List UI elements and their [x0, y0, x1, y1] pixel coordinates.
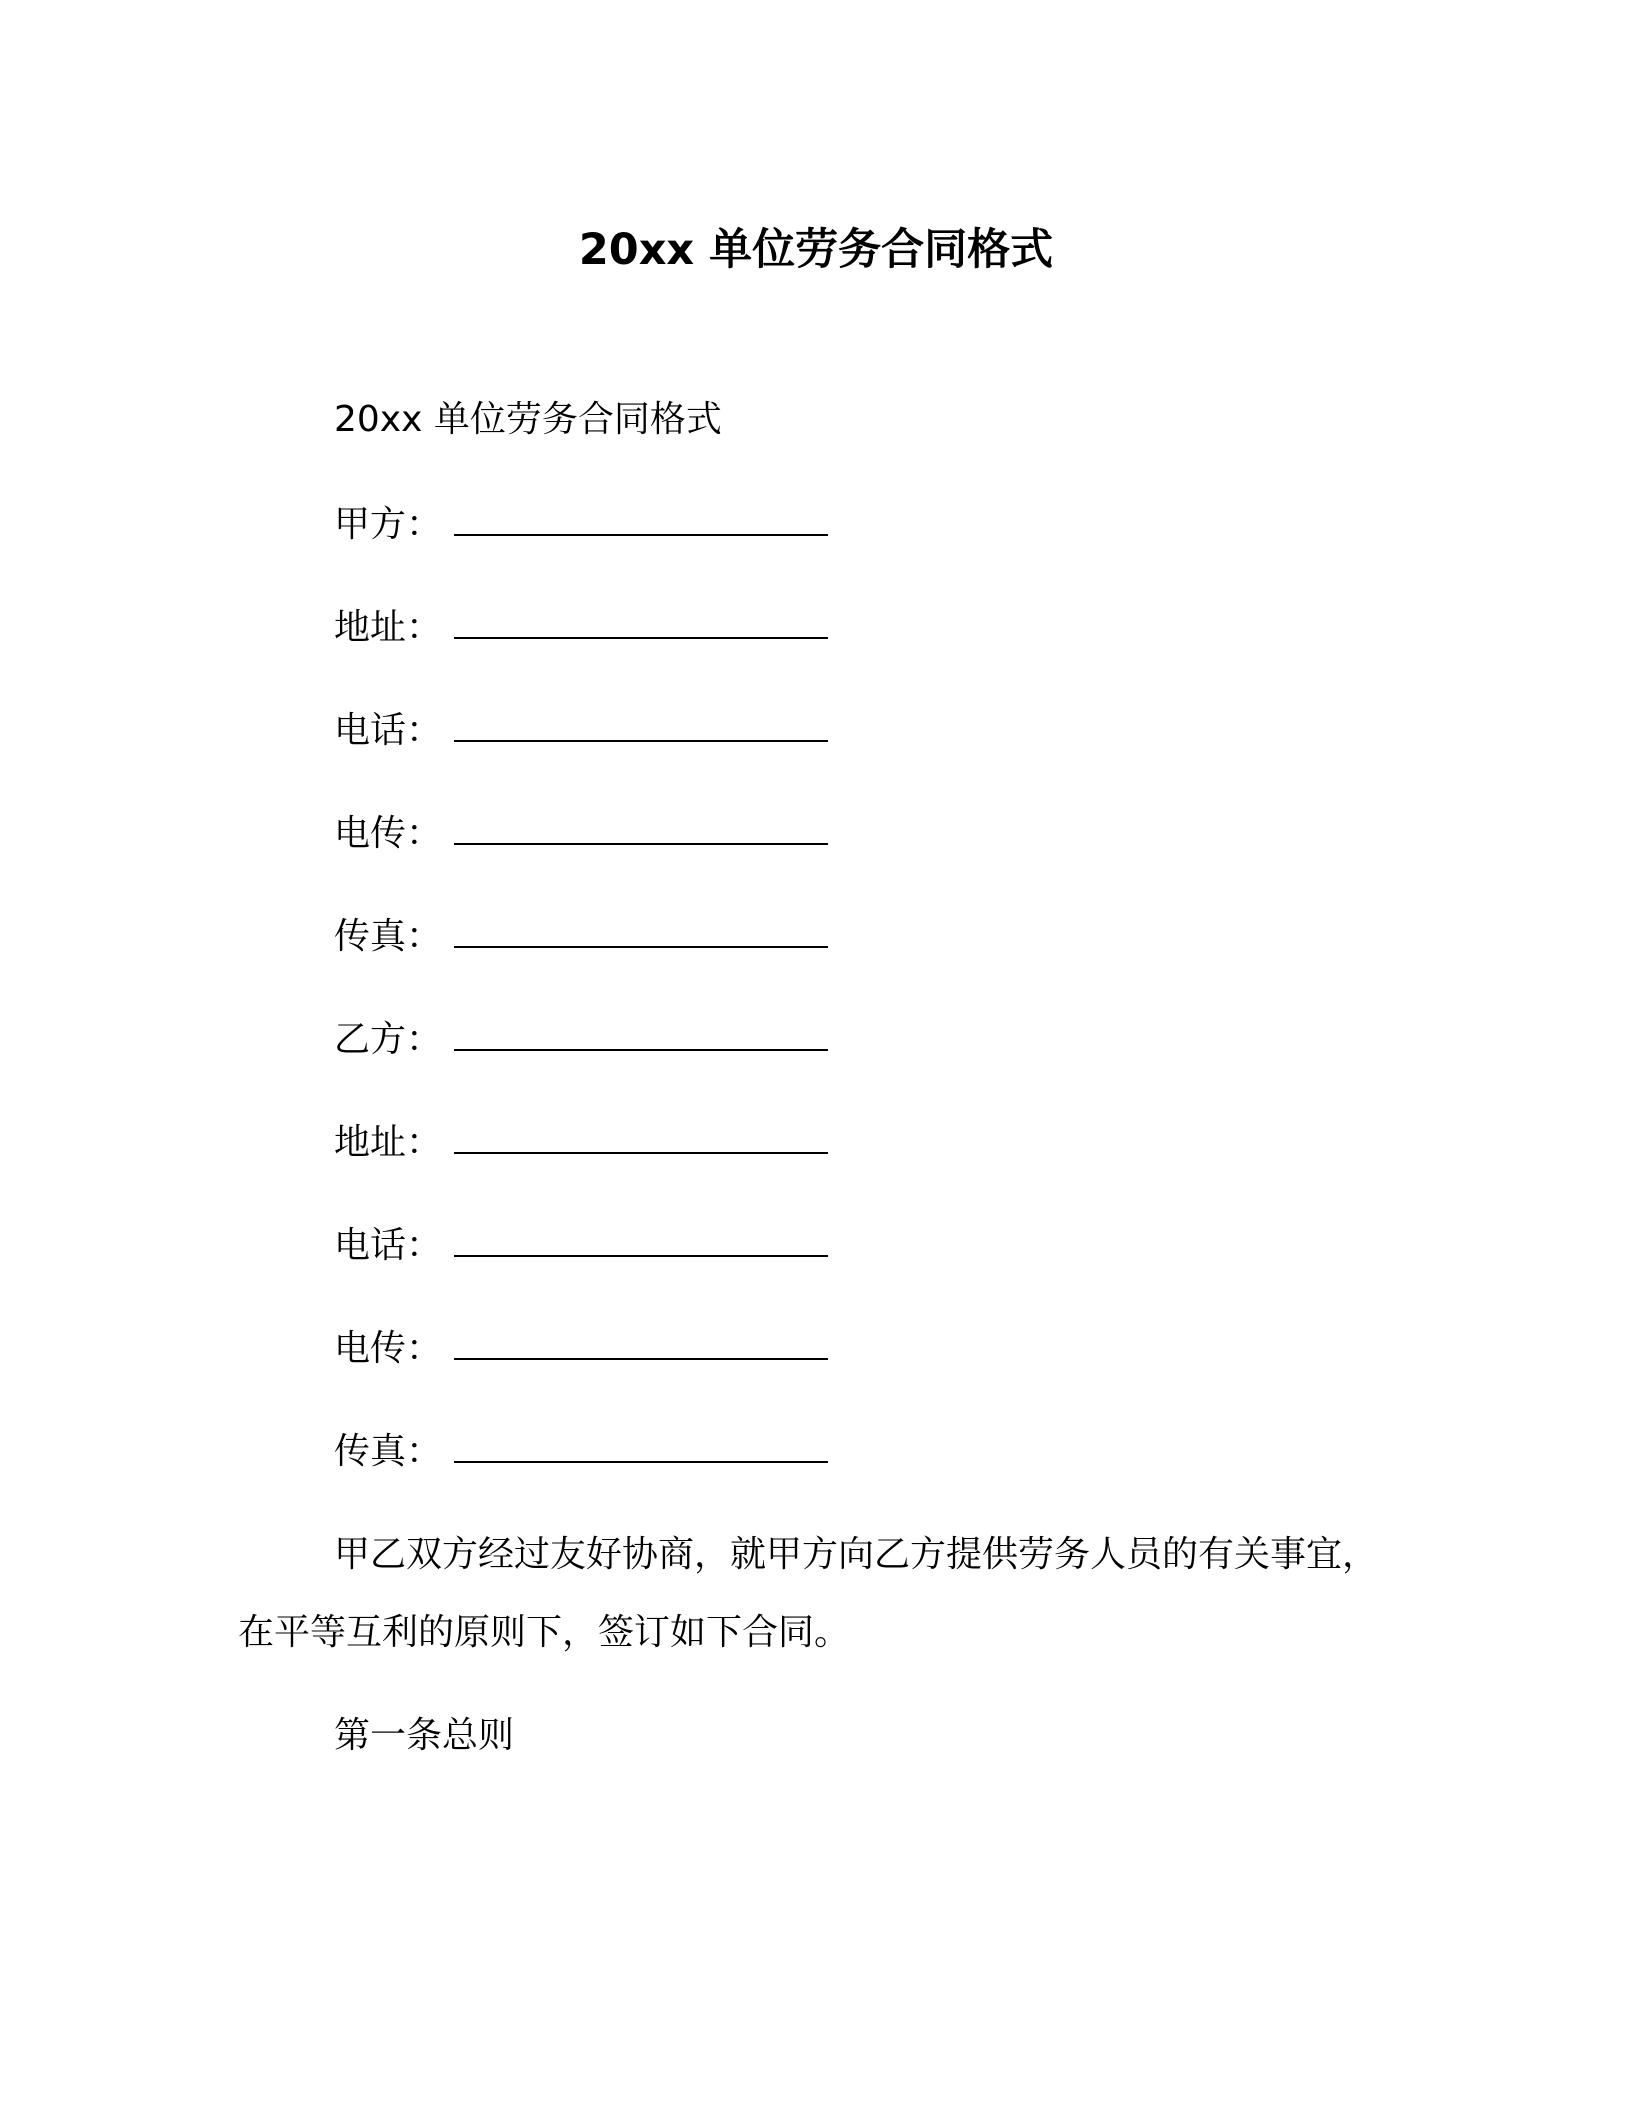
party-a-name-label: 甲方：	[334, 504, 443, 545]
party-b-phone-row	[334, 1215, 828, 1274]
party-b-fax-label: 传真：	[334, 1431, 443, 1472]
party-b-telex-label: 电传：	[334, 1328, 443, 1369]
section-1-heading: 第一条总则	[334, 1715, 515, 1756]
party-a-phone-row	[334, 700, 828, 759]
party-a-telex-label: 电传：	[334, 813, 443, 854]
party-b-address-label: 地址：	[334, 1122, 443, 1163]
party-a-name-blank[interactable]	[454, 494, 828, 536]
party-a-fax-row	[334, 906, 828, 965]
party-b-phone-label: 电话：	[334, 1225, 443, 1266]
party-a-address-row	[334, 597, 828, 656]
party-a-address-label: 地址：	[334, 607, 443, 648]
party-b-fax-blank[interactable]	[454, 1421, 828, 1463]
party-b-telex-blank[interactable]	[454, 1318, 828, 1360]
party-b-name-blank[interactable]	[454, 1009, 828, 1051]
party-a-phone-blank[interactable]	[454, 700, 828, 742]
party-b-phone-blank[interactable]	[454, 1215, 828, 1257]
document-title: 20xx 单位劳务合同格式	[578, 225, 1054, 275]
party-b-fax-row	[334, 1421, 828, 1480]
party-a-fax-label: 传真：	[334, 916, 443, 957]
party-b-telex-row	[334, 1318, 828, 1377]
party-b-name-row	[334, 1009, 828, 1068]
party-a-phone-label: 电话：	[334, 710, 443, 751]
party-a-telex-row	[334, 803, 828, 862]
party-b-name-label: 乙方：	[334, 1019, 443, 1060]
party-a-address-blank[interactable]	[454, 597, 828, 639]
document-subtitle: 20xx 单位劳务合同格式	[334, 399, 722, 440]
party-b-address-blank[interactable]	[454, 1112, 828, 1154]
party-b-address-row	[334, 1112, 828, 1171]
party-a-fax-blank[interactable]	[454, 906, 828, 948]
intro-paragraph: 甲乙双方经过友好协商，就甲方向乙方提供劳务人员的有关事宜，在平等互利的原则下，签订如下合同。	[238, 1534, 1379, 1653]
party-a-telex-blank[interactable]	[454, 803, 828, 845]
party-a-name-row	[334, 494, 828, 553]
